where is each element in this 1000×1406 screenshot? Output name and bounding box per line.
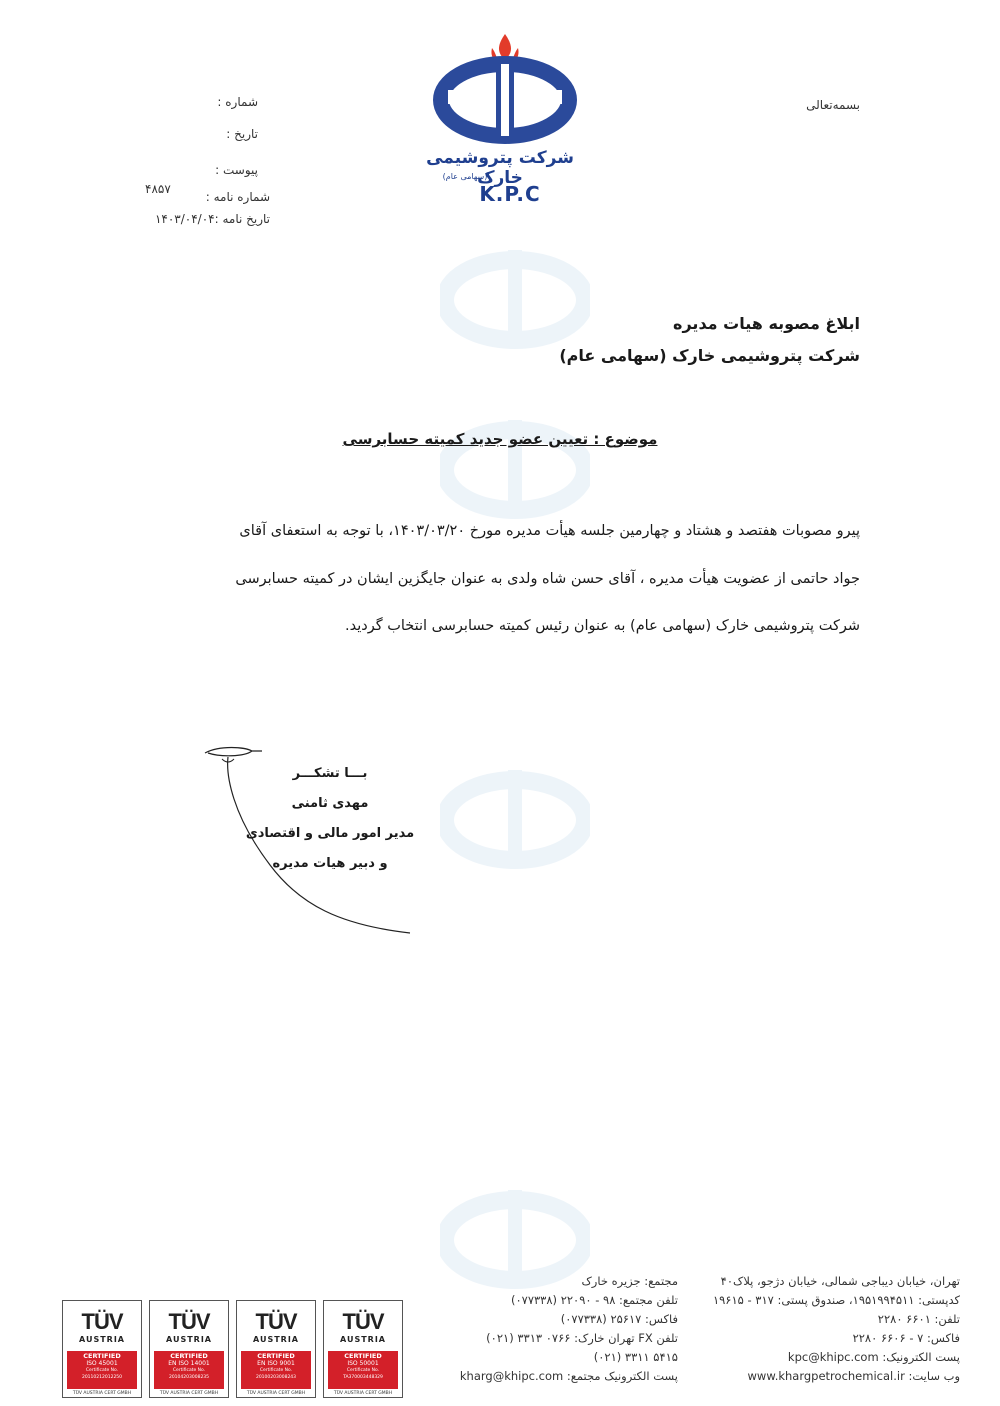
letter-date-row [145, 212, 270, 226]
letter-number-value: ۴۸۵۷ [145, 182, 171, 196]
tuv-logo [324, 1309, 402, 1335]
signer-title-1: مدیر امور مالی و اقتصادی [245, 826, 415, 841]
tuv-certificate-badge [62, 1300, 142, 1398]
letter-date-value: ۱۴۰۳/۰۴/۰۴ [154, 212, 215, 226]
letter-heading-2: شرکت پتروشیمی خارک (سهامی عام) [559, 346, 860, 365]
footer-tehran-fax: فاکس: ۷ - ۶۶۰۶ ۲۲۸۰ [852, 1331, 960, 1345]
tuv-certificate-badge [323, 1300, 403, 1398]
footer-complex-email: پست الکترونیک مجتمع: kharg@khipc.com [459, 1369, 678, 1383]
kpc-logo [430, 30, 580, 150]
watermark-logo [440, 760, 590, 880]
tuv-cert-number: Certificate No. 20110212012250 [81, 1368, 123, 1380]
tuv-country: AUSTRIA [253, 1335, 299, 1344]
tuv-standard: ISO 45001 [86, 1360, 118, 1367]
logo-company-type: (سهامی عام) [442, 172, 488, 181]
tuv-issuer: TÜV AUSTRIA CERT GMBH [333, 1391, 393, 1396]
tuv-cert-panel [328, 1351, 398, 1389]
signer-title-2: و دبیر هیات مدیره [272, 856, 388, 871]
tuv-country: AUSTRIA [166, 1335, 212, 1344]
tuv-status: CERTIFIED [257, 1352, 295, 1360]
number-label: شماره : [217, 95, 258, 109]
tuv-brand: TÜV [255, 1309, 297, 1334]
letter-subject [250, 430, 750, 448]
tuv-standard: EN ISO 14001 [168, 1360, 210, 1367]
logo-company-name: شرکت پتروشیمی خارک [426, 148, 574, 188]
bismillah-text: بسمه‌تعالی [806, 98, 860, 112]
tuv-status: CERTIFIED [83, 1352, 121, 1360]
footer-tehran-email: پست الکترونیک: kpc@khipc.com [787, 1350, 960, 1364]
logo-abbreviation: K.P.C [479, 182, 541, 206]
tuv-logo [150, 1309, 228, 1335]
signature-closing: بـــا تشکـــر [292, 766, 368, 781]
watermark-logo [440, 1180, 590, 1300]
footer-complex-location: مجتمع: جزیره خارک [581, 1274, 678, 1288]
tuv-cert-number: Certificate No. 20104203008235 [168, 1368, 210, 1380]
tuv-certificate-badge [236, 1300, 316, 1398]
tuv-cert-panel [67, 1351, 137, 1389]
letter-heading-1: ابلاغ مصوبه هیات مدیره [673, 314, 860, 333]
letter-date-label: تاریخ نامه : [214, 212, 270, 226]
tuv-brand: TÜV [81, 1309, 123, 1334]
paragraph-line-1: پیرو مصوبات هفتصد و هشتاد و چهارمین جلسه هیأت مدیره مورخ ۱۴۰۳/۰۳/۲۰، با توجه به استعفای آقای [239, 523, 860, 539]
watermark-logo [440, 410, 590, 530]
tuv-cert-panel [241, 1351, 311, 1389]
footer-complex-fax: فاکس: ۲۵۶۱۷ (۰۷۷۳۳۸) [560, 1312, 678, 1326]
attachment-label: پیوست : [215, 163, 258, 177]
tuv-country: AUSTRIA [340, 1335, 386, 1344]
tuv-cert-panel [154, 1351, 224, 1389]
footer-fx-phone: تلفن FX تهران خارک: ۰۷۶۶ ۳۳۱۳ (۰۲۱) [486, 1331, 678, 1345]
tuv-status: CERTIFIED [170, 1352, 208, 1360]
date-label: تاریخ : [226, 127, 258, 141]
tuv-brand: TÜV [168, 1309, 210, 1334]
tuv-status: CERTIFIED [344, 1352, 382, 1360]
paragraph-line-2: جواد حاتمی از عضویت هیأت مدیره ، آقای حسن شاه ولدی به عنوان جایگزین ایشان در کمیته حسابرسی [235, 571, 860, 587]
tuv-logo [63, 1309, 141, 1335]
tuv-brand: TÜV [342, 1309, 384, 1334]
tuv-cert-number: Certificate No. TA370003448329 [343, 1368, 383, 1380]
footer-tehran-phone: تلفن: ۶۶۰۱ ۲۲۸۰ [877, 1312, 960, 1326]
footer-tehran-address: تهران، خیابان دیباجی شمالی، خیابان دژجو، پلاک۴۰ [720, 1274, 960, 1288]
tuv-issuer: TÜV AUSTRIA CERT GMBH [159, 1391, 219, 1396]
signer-name: مهدی ثامنی [291, 796, 369, 811]
letter-number-label: شماره نامه : [205, 190, 270, 204]
tuv-issuer: TÜV AUSTRIA CERT GMBH [72, 1391, 132, 1396]
letter-subject-text: موضوع : تعیین عضو جدید کمیته حسابرسی [342, 430, 658, 448]
tuv-certificate-badge [149, 1300, 229, 1398]
tuv-standard: ISO 50001 [347, 1360, 379, 1367]
footer-fx-phone-2: ۵۴۱۵ ۳۳۱۱ (۰۲۱) [593, 1350, 678, 1364]
tuv-logo [237, 1309, 315, 1335]
watermark-logo [440, 240, 590, 360]
tuv-cert-number: Certificate No. 20100203008243 [255, 1368, 297, 1380]
footer-complex-phone: تلفن مجتمع: ۹۸ - ۲۲۰۹۰ (۰۷۷۳۳۸) [510, 1293, 678, 1307]
tuv-country: AUSTRIA [79, 1335, 125, 1344]
tuv-standard: EN ISO 9001 [257, 1360, 295, 1367]
footer-tehran-postal: کدپستی: ۱۹۵۱۹۹۴۵۱۱، صندوق پستی: ۳۱۷ - ۱۹۶۱۵ [712, 1293, 960, 1307]
tuv-issuer: TÜV AUSTRIA CERT GMBH [246, 1391, 306, 1396]
footer-website: وب سایت: www.khargpetrochemical.ir [747, 1369, 960, 1383]
paragraph-line-3: شرکت پتروشیمی خارک (سهامی عام) به عنوان رئیس کمیته حسابرسی انتخاب گردید. [344, 618, 860, 634]
